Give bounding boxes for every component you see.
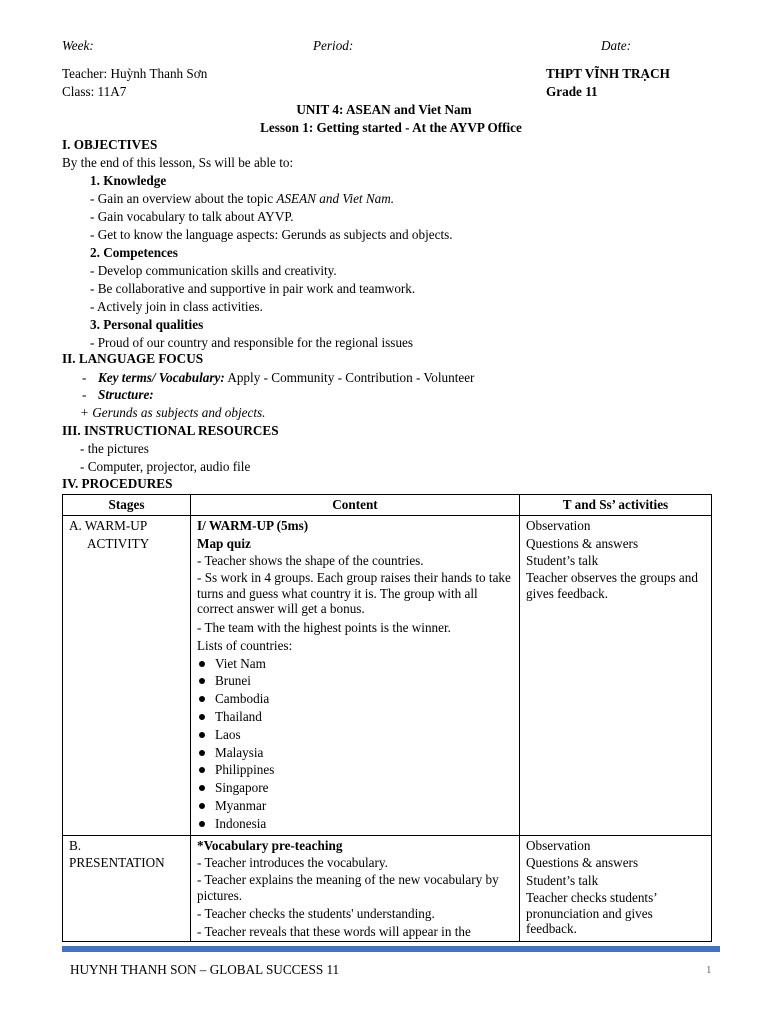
activities-cell-warmup <box>520 515 712 835</box>
presentation-activity-4: Teacher checks students’ pronunciation and gives feedback. <box>526 889 657 937</box>
country-name: Laos <box>215 726 241 742</box>
bullet-icon <box>199 661 205 667</box>
warmup-step-3: - The team with the highest points is the winner. <box>197 619 451 635</box>
structure-dash: - <box>82 387 87 402</box>
list-item <box>197 744 513 762</box>
key-terms-value: Apply - Community - Contribution - Volunteer <box>224 370 475 385</box>
grade-label: Grade 11 <box>546 84 598 99</box>
country-name: Indonesia <box>215 815 267 831</box>
country-name: Cambodia <box>215 691 270 707</box>
bullet-icon <box>199 785 205 791</box>
language-focus-heading: II. LANGUAGE FOCUS <box>62 351 204 366</box>
content-cell-warmup <box>191 515 520 835</box>
knowledge-item-1 <box>90 190 394 208</box>
key-terms-dash: - <box>82 370 87 385</box>
stage-presentation-line2: PRESENTATION <box>69 855 165 871</box>
list-item <box>197 690 513 708</box>
warmup-activity-3: Student’s talk <box>526 553 599 569</box>
personal-quality-item-1: - Proud of our country and responsible for the regional issues <box>90 335 414 350</box>
presentation-activity-2: Questions & answers <box>526 855 639 871</box>
stage-cell-warmup <box>63 515 191 835</box>
presentation-step-1: - Teacher introduces the vocabulary. <box>197 855 388 871</box>
teacher-name: Teacher: Huỳnh Thanh Sơn <box>62 66 208 81</box>
warmup-activity-1: Observation <box>526 517 591 533</box>
bullet-icon <box>199 821 205 827</box>
country-name: Malaysia <box>215 744 264 760</box>
activities-cell-presentation <box>520 835 712 941</box>
country-name: Brunei <box>215 673 251 689</box>
column-header-content: Content <box>191 495 520 516</box>
unit-title: UNIT 4: ASEAN and Viet Nam <box>296 102 472 117</box>
bullet-icon <box>199 767 205 773</box>
table-row-presentation <box>63 835 712 941</box>
date-label: Date: <box>601 38 632 53</box>
school-name: THPT VĨNH TRẠCH <box>546 66 670 81</box>
competences-heading: 2. Competences <box>90 245 178 260</box>
warmup-title: I/ WARM-UP (5ms) <box>197 517 309 533</box>
country-name: Viet Nam <box>215 655 266 671</box>
presentation-step-3: - Teacher checks the students' understanding. <box>197 906 435 922</box>
key-terms-line <box>98 369 474 387</box>
column-header-stages: Stages <box>63 495 191 516</box>
list-item <box>197 797 513 815</box>
warmup-activity-4: Teacher observes the groups and gives feedback. <box>526 570 698 601</box>
countries-list <box>197 655 513 833</box>
presentation-activity-1: Observation <box>526 837 591 853</box>
competence-item-1: - Develop communication skills and creativity. <box>90 263 337 278</box>
content-cell-presentation <box>191 835 520 941</box>
objectives-heading: I. OBJECTIVES <box>62 137 158 152</box>
knowledge-item-2: - Gain vocabulary to talk about AYVP. <box>90 209 294 224</box>
column-header-activities: T and Ss’ activities <box>520 495 712 516</box>
period-label: Period: <box>313 38 354 53</box>
warmup-step-2: - Ss work in 4 groups. Each group raises their hands to take turns and guess what country it is. The group with all correct answer will get a bonus. <box>197 570 511 617</box>
table-header-row <box>63 495 712 516</box>
list-item <box>197 726 513 744</box>
key-terms-label: Key terms/ Vocabulary: <box>98 370 225 385</box>
personal-qualities-heading: 3. Personal qualities <box>90 317 204 332</box>
list-item <box>197 779 513 797</box>
warmup-step-1: - Teacher shows the shape of the countries. <box>197 553 424 569</box>
footer-text: HUYNH THANH SON – GLOBAL SUCCESS 11 <box>70 962 340 977</box>
footer-divider <box>62 946 720 952</box>
class-name: Class: 11A7 <box>62 84 127 99</box>
page-number: 1 <box>706 964 712 976</box>
country-name: Thailand <box>215 708 262 724</box>
week-label: Week: <box>62 38 94 53</box>
knowledge-item-3: - Get to know the language aspects: Gerunds as subjects and objects. <box>90 227 453 242</box>
country-name: Myanmar <box>215 797 267 813</box>
list-item <box>197 655 513 673</box>
list-item <box>197 708 513 726</box>
list-item <box>197 815 513 833</box>
list-item <box>197 761 513 779</box>
competence-item-3: - Actively join in class activities. <box>90 299 263 314</box>
warmup-subtitle: Map quiz <box>197 535 251 551</box>
resource-item-1: - the pictures <box>80 441 149 456</box>
procedures-heading: IV. PROCEDURES <box>62 476 173 491</box>
stage-presentation-line1: B. <box>69 837 82 853</box>
bullet-icon <box>199 678 205 684</box>
structure-label: Structure: <box>98 387 154 402</box>
bullet-icon <box>199 714 205 720</box>
table-row-warmup <box>63 515 712 835</box>
presentation-step-2: - Teacher explains the meaning of the new vocabulary by pictures. <box>197 872 499 903</box>
presentation-title: *Vocabulary pre-teaching <box>197 837 343 853</box>
competence-item-2: - Be collaborative and supportive in pair work and teamwork. <box>90 281 416 296</box>
country-name: Singapore <box>215 780 269 796</box>
list-item <box>197 672 513 690</box>
topic-name: ASEAN and Viet Nam. <box>276 191 395 206</box>
structure-value: + Gerunds as subjects and objects. <box>80 405 266 420</box>
bullet-icon <box>199 803 205 809</box>
bullet-icon <box>199 750 205 756</box>
countries-list-label: Lists of countries: <box>197 637 293 653</box>
resources-heading: III. INSTRUCTIONAL RESOURCES <box>62 423 279 438</box>
stage-warmup-line1: A. WARM-UP <box>69 517 148 533</box>
presentation-step-4: - Teacher reveals that these words will appear in the <box>197 924 471 940</box>
bullet-icon <box>199 696 205 702</box>
objectives-intro: By the end of this lesson, Ss will be able to: <box>62 155 294 170</box>
procedures-table <box>62 494 712 942</box>
resource-item-2: - Computer, projector, audio file <box>80 459 251 474</box>
presentation-activity-3: Student’s talk <box>526 873 599 889</box>
stage-warmup-line2: ACTIVITY <box>87 535 150 551</box>
knowledge-heading: 1. Knowledge <box>90 173 167 188</box>
bullet-icon <box>199 732 205 738</box>
stage-cell-presentation <box>63 835 191 941</box>
country-name: Philippines <box>215 762 275 778</box>
lesson-title: Lesson 1: Getting started - At the AYVP Office <box>260 120 522 135</box>
warmup-activity-2: Questions & answers <box>526 535 639 551</box>
knowledge-item-1-text: - Gain an overview about the topic <box>90 191 277 206</box>
